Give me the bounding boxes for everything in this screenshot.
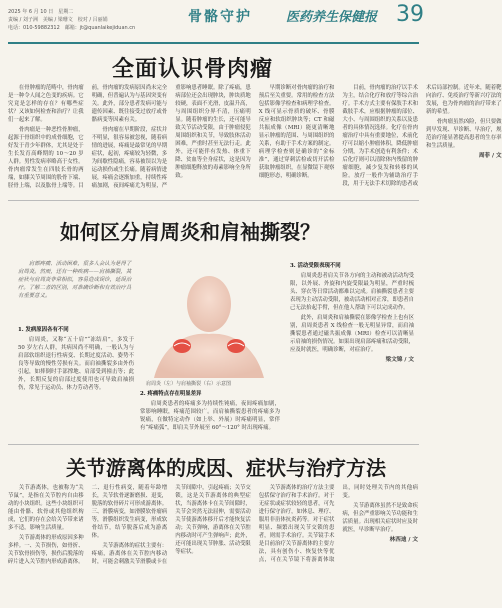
article-intro-shoulder [18, 260, 134, 324]
article-body-shoulder-right [290, 262, 414, 442]
paragraph: 骨肉瘤是一种恶性骨肿瘤，起源于骨组织中的成骨细胞，它好发于青少年群体，尤其是处于生长发育高峰期的 10～20 岁人群。男性发病率略高于女性。骨肉瘤常发生在四肢长骨的两端，如膝关节周围的股骨下端、胫骨上端，以及肱骨上端等。目前，骨肉瘤的发病原因尚未完全明确，但普遍认为与基因突变有关。此外，部分患者发病可能与遗传因素、既往接受过放疗或骨骼病变等因素有关。 [8, 85, 168, 189]
shoulder-illustration [134, 262, 284, 378]
contact-info: 电话：010-59882312 邮箱：jt@quanlaikejiduan.cn [8, 25, 136, 31]
section-heading: 2. 疼痛特点存在明显差异 [140, 391, 202, 397]
paragraph: 早期诊断对骨肉瘤的治疗和预后至关重要。常用的检查方法包括影像学检查和病理学检查。X 线可显示骨质的破坏、骨膜反应和软组织肿块等；CT 和磁共振成像（MRI）能更清晰地显示肿瘤的范围、与周围组织的关系，有助于手术方案的制定。病理学检查则是确诊的“金标准”，通过穿刺活检或切开活检获取肿瘤组织，在显微镜下观察细胞形态，明确诊断。 [258, 85, 335, 179]
intro-text: 肩部疼痛、活动困难，很多人会认为是得了肩周炎。然而，还有一种疾病——肩袖撕裂，其症状与肩周炎非常相似，容易造成误诊，延误治疗。了解二者的区别，对准确诊断和有效治疗具有重要意义。 [18, 261, 132, 299]
editor-credits: 责编 / 刘子洲 美编 / 梁珊文 校对 / 吕丽娟 [8, 17, 108, 23]
shoulder-anatomy-image [134, 262, 284, 378]
byline: 梁文锦 / 文 [385, 357, 414, 363]
article-body-loose-body [8, 484, 418, 604]
byline: 周菲 / 文 [478, 153, 502, 159]
article-divider [8, 200, 419, 201]
figure-caption: 肩周炎（左）与肩袖撕裂（右）示意图 [146, 381, 232, 387]
article-body-osteosarcoma [8, 84, 502, 192]
article-title-shoulder: 如何区分肩周炎和肩袖撕裂？ [60, 220, 320, 244]
article-body-shoulder-middle [140, 390, 280, 442]
article-title-osteosarcoma: 全面认识骨肉瘤 [112, 56, 274, 82]
paragraph: 肩周炎患者肩关节各方向的主动和被动活动均受限，以外展、外旋和内旋受限最为明显，严重时梳头、穿衣等日常活动都难以完成。肩袖撕裂患者主要表现为主动活动受限，被动活动相对正常，即患者自己无法抬起手臂，但在他人帮助下可以完成动作。 [290, 273, 415, 311]
paragraph: 关节游离体，也被称为“关节鼠”，是指在关节腔内自由移动的小块组织。这些小块组织可能由骨骼、软骨或其他组织构成，它们的存在会给关节带来诸多不适，影响生活质量。 [8, 485, 84, 531]
section-heading: 1. 发病原因各有不同 [18, 327, 69, 333]
paragraph: 肩周炎患者的疼痛多为持续性钝痛，夜间疼痛加剧，常影响睡眠，疼痛范围较广。而肩袖撕裂患者的疼痛多为锐痛，在做特定动作（如上举、外展）时疼痛明显，常伴有“疼痛弧”，即肩关节外展至 60°～120° 时出现疼痛。 [140, 401, 280, 431]
section-heading: 3. 活动受限表现不同 [290, 263, 341, 269]
article-divider [8, 444, 419, 445]
page-number: 39 [396, 2, 424, 27]
article-title-loose-body: 关节游离体的成因、症状与治疗方法 [66, 456, 386, 480]
newspaper-name: 医药养生保健报 [286, 10, 378, 25]
paragraph: 目前，骨肉瘤的治疗以手术为主，结合化疗和放疗等综合治疗。手术方式主要有保肢手术和截肢手术，应根据肿瘤的部位、大小、与周围组织的关系以及患者的具体情况选择。化疗在骨肉瘤治疗中具有重要地位，术前化疗可以缩小肿瘤体积，降低肿瘤分期，为手术创造有利条件；术后化疗则可以清除体内残留的肿瘤细胞，减少复发和转移的风险。放疗一般作为辅助治疗手段，用于无法手术切除的患者或术后局部控制。近年来，随着靶向治疗、免疫治疗等新兴疗法的发展，也为骨肉瘤的治疗带来了新的希望。 [342, 85, 502, 187]
paragraph: 关节游离体的治疗方法主要包括保守治疗和手术治疗。对于无症状或症状较轻的患者，可先进行保守治疗，如休息、理疗、服用非甾体抗炎药等。对于症状明显、频繁出现关节交锁的患者，则需手术治疗。关节镜手术是目前治疗关节游离体的主要方法，具有创伤小、恢复快等优点，可在关节镜下将游离体取出，同时处理关节内的其他病变。 [258, 485, 418, 563]
section-title: 骨骼守护 [188, 9, 252, 25]
article-body-shoulder-left [18, 326, 134, 442]
byline: 林西迪 / 文 [389, 537, 418, 543]
issue-date: 2025 年 6 月 10 日 星期二 [8, 9, 74, 15]
paragraph: 在骨肿瘤的范畴中，骨肉瘤是一种令人闻之色变的疾病。它究竟是怎样的存在？有哪些症状？又该如何检查和治疗？让我们一起来了解。 [8, 85, 84, 123]
paragraph: 关节游离体虽然不是致命疾病，但会严重影响关节功能和生活质量。出现相关症状时应及时就医，早诊断早治疗。 [342, 503, 418, 533]
header-rule [8, 42, 419, 44]
paragraph: 关节游离体的症状主要有：疼痛，游离体在关节腔内移动时，可能会刺激关节滑膜或卡在关节间隙中，引起疼痛；关节交锁，这是关节游离体的典型症状，当游离体卡在关节间隙时，关节会突然无法屈伸，需要活动关节使游离体移开后才能恢复活动；关节弹响，游离体在关节腔内移动时可产生弹响声；此外，还可能出现关节肿胀、活动受限等症状。 [91, 485, 251, 565]
paragraph: 肩周炎，又称“五十肩”“冻结肩”，多发于 50 岁左右人群，其病因尚不明确，一般认为与肩部软组织退行性病变、长期过度活动、姿势不良等导致的慢性劳损有关。而肩袖撕裂多由外伤引起，如摔倒时手部撑地、肩部受到撞击等；此外，长期反复的肩部过度使用也可导致肩袖损伤，常见于运动员、体力劳动者等。 [18, 337, 134, 391]
paragraph: 此外，肩周炎和肩袖撕裂在影像学检查上也有区别，肩周炎患者 X 线检查一般无明显异常，而肩袖撕裂患者通过磁共振成像（MRI）检查可以清晰显示肩袖的损伤情况。如果出现肩部疼痛和活动受限，应及时就医，明确诊断，对症治疗。 [290, 315, 415, 353]
paragraph: 骨肉瘤虽然凶险，但只要做到早发现、早诊断、早治疗，规范治疗能显著提高患者的生存率和生活质量。 [425, 119, 502, 149]
paragraph: 骨肉瘤在早期阶段，症状并不明显，很容易被忽视，随着病情的进展，疼痛是最常见的早期症状，起初，疼痛较为轻微，多为间歇性隐痛，容易被误以为是运动损伤或生长痛。随着病情进展，疼痛会逐渐加重，持续性疼痛加剧，夜间疼痛尤为明显，严重影响患者睡眠。除了疼痛，患病部位还会出现肿块，肿块质地较硬，表面不光滑，皮温升高，与周围组织分界不清，压痛明显。随着肿瘤的生长，还可能导致关节活动受限，由于肿瘤侵犯周围组织和关节，导致肢体活动困难，严重时甚至无法行走。此外，还可能伴有发热、体重下降、贫血等全身症状，这是因为肿瘤细胞释放的毒素影响全身所致。 [91, 85, 251, 189]
paragraph: 关节游离体的形成原因多种多样。一、关节损伤，如骨折、关节软骨损伤等，损伤后脱落的碎片进入关节腔内形成游离体。二、退行性病变，随着年龄增长，关节软骨逐渐磨损、退变，脱落的软骨碎片可形成游离体。三、滑膜病变，如滑膜软骨瘤病等，滑膜组织发生病变，形成软骨结节，结节脱落后成为游离体。 [8, 485, 168, 565]
page-header [0, 0, 427, 44]
